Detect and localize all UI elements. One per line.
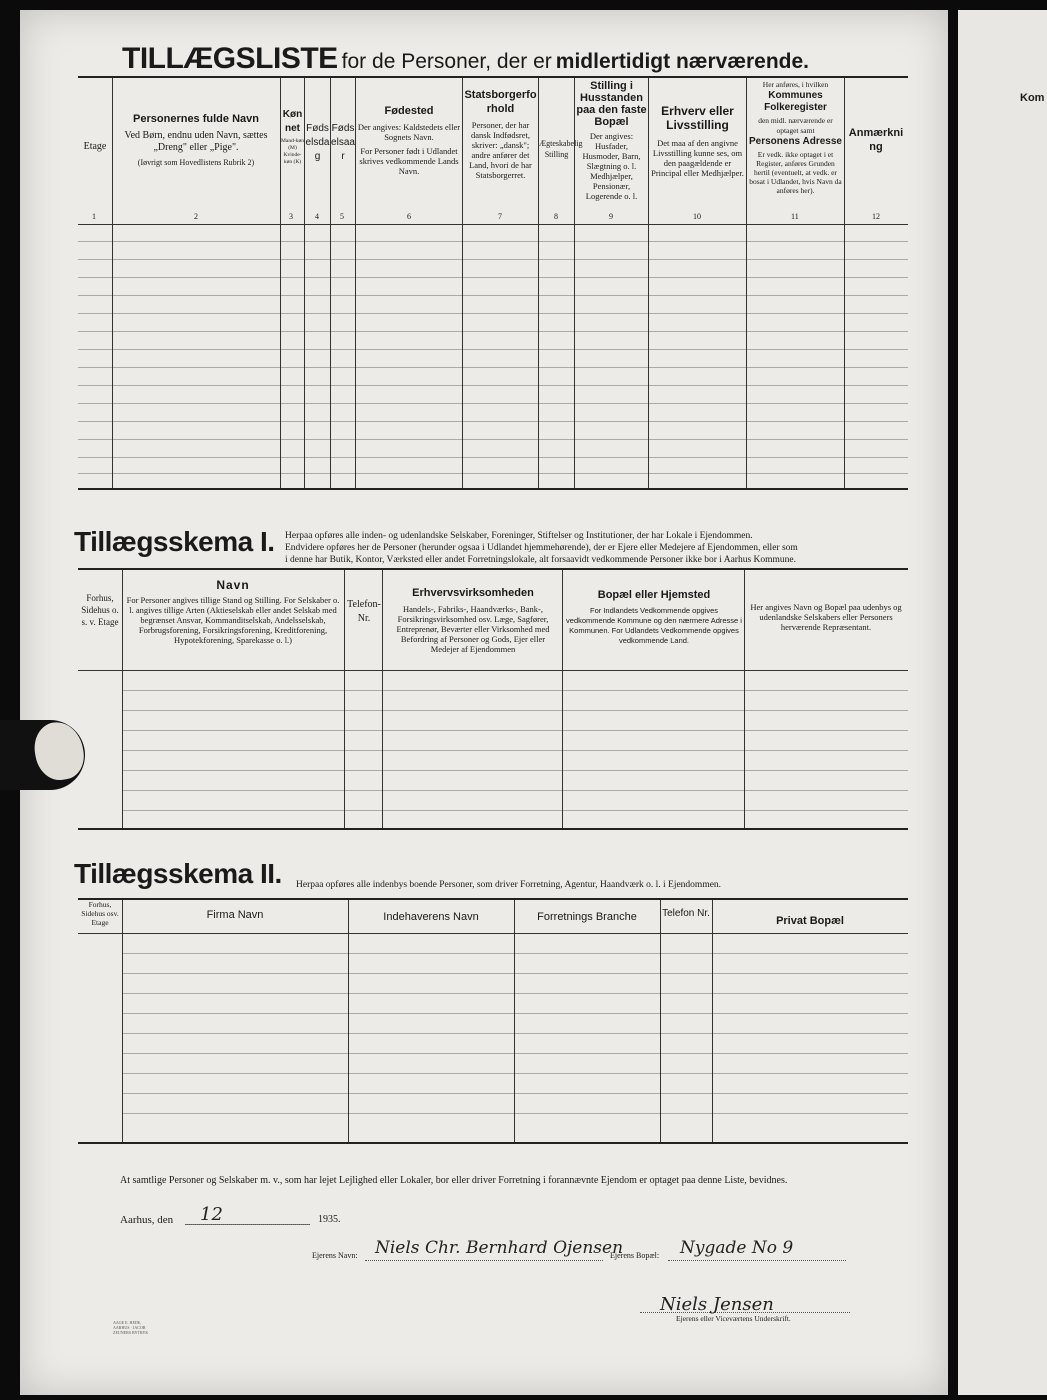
s1-col-bopael: Bopæl eller Hjemsted For Indlandets Vedkommende opgives vedkommende Kommune og den nærmere Adresse i Kommunen. For Udlandets Vedkommende opgives vedkommende Land. [566, 589, 742, 645]
colno-3: 3 [289, 212, 293, 221]
s1-col-navn: Navn For Personer angives tillige Stand og Stilling. For Selskaber o. l. angives tillige Arten (Aktieselskab eller andet Selskab med begrænset Ansvar, Kommanditselskab, Andelsselskab, Forbrugsforening, Forsikringsforening, Kreditforening, Hypotekforening, Sparekasse o. l.) [126, 578, 340, 645]
s2-col-bopael: Privat Bopæl [776, 915, 844, 927]
signature-label: Ejerens eller Viceværtens Underskrift. [676, 1314, 791, 1323]
colno-4: 4 [315, 212, 319, 221]
colno-7: 7 [498, 212, 502, 221]
skema-2-title: Tillægsskema II. [74, 858, 282, 889]
col-navn: Personernes fulde Navn Ved Børn, endnu uden Navn, sættes „Dreng" eller „Pige". (Iøvrigt som Hovedlistens Rubrik 2) [124, 113, 268, 167]
col-erhverv: Erhverv eller Livsstilling Det maa af den angivne Livsstilling kunne ses, om den paagældende er Principal eller Medhjælper. [651, 104, 744, 178]
col-fodselsdag: Fødselsdag [305, 123, 330, 162]
col-folkeregister: Her anføres, i hvilken Kommunes Folkeregister den midl. nærværende er optaget samt Personens Adresse Er vedk. ikke optaget i et Register, anføres Grunden hertil (eventuelt, at vedk. er bosat i Udlandet, hvis Navn da anføres her). [748, 80, 842, 195]
s2-col-branche: Forretnings Branche [537, 911, 637, 923]
colno-9: 9 [609, 212, 613, 221]
colno-2: 2 [194, 212, 198, 221]
adjacent-page-text: Kom [1020, 92, 1045, 104]
adjacent-page [958, 10, 1047, 1395]
title-bold: TILLÆGSLISTE [122, 42, 338, 75]
title-bold2: midlertidigt nærværende. [555, 50, 810, 73]
bopael-value: Nygade No 9 [680, 1238, 794, 1258]
s2-col-etage: Forhus, Sidehus osv. Etage [81, 900, 119, 927]
colno-11: 11 [791, 212, 799, 221]
city-label: Aarhus, den [120, 1214, 174, 1226]
skema-1-title: Tillægsskema I. [74, 526, 275, 557]
attestation-text: At samtlige Personer og Selskaber m. v., som har lejet Lejlighed eller Lokaler, bor eller driver Forretning i forannævnte Ejendom er optaget paa denne Liste, bevidnes. [120, 1175, 788, 1186]
colno-8: 8 [554, 212, 558, 221]
printer-mark: AAGE E. HEDE, AARHUS · JACOB ZEUNERS BYTRYK [113, 1320, 149, 1335]
skema-1-desc: Herpaa opføres alle inden- og udenlandske Selskaber, Foreninger, Stiftelser og Institutioner, der har Lokale i Ejendommen. Endvidere opføres her de Personer (herunder ogsaa i Udlandet hjemmehørende), der er Ejere eller Medejere af Ejendommen, eller som i denne har Butik, Kontor, Værksted eller andet Forretningslokale, alt forsaavidt vedkommende Personer ikke bor i Aarhus Kommune. [285, 531, 798, 565]
col-etage: Etage [83, 141, 107, 152]
colno-12: 12 [872, 212, 880, 221]
col-anmaerkning: Anmærkning [848, 127, 904, 153]
colno-1: 1 [92, 212, 96, 221]
bopael-label: Ejerens Bopæl: [610, 1251, 660, 1260]
col-fodested: Fødested Der angives: Kaldstedets eller Sognets Navn. For Personer født i Udlandet skrives vedkommende Lands Navn. [357, 105, 461, 176]
colno-6: 6 [407, 212, 411, 221]
colno-10: 10 [693, 212, 701, 221]
col-konnet: Kønnet Mand-køn (M) Kvinde-køn (K) [281, 109, 304, 165]
date-day: 12 [200, 1204, 223, 1225]
col-statsborger: Statsborgerforhold Personer, der har dansk Indfødsret, skriver: „dansk"; andre anfører det Land, hvori de har Statsborgerret. [464, 89, 537, 180]
main-title [122, 42, 809, 76]
owner-name: Niels Chr. Bernhard Ojensen [375, 1238, 624, 1258]
colno-5: 5 [340, 212, 344, 221]
title-mid: for de Personer, der er [341, 50, 552, 73]
signature: Niels Jensen [660, 1294, 774, 1315]
s1-col-etage: Forhus, Sidehus o. s. v. Etage [81, 593, 119, 627]
col-aegteskab: Ægteskabelig Stilling [539, 139, 583, 159]
s1-col-repraesentant: Her angives Navn og Bopæl paa udenbys og udenlandske Selskabers eller Personers herværende Repræsentant. [750, 602, 902, 632]
s2-col-indehaver: Indehaverens Navn [383, 911, 479, 923]
form-page [20, 10, 948, 1395]
owner-label: Ejerens Navn: [312, 1251, 358, 1260]
s1-col-erhverv: Erhvervsvirksomheden Handels-, Fabriks-, Haandværks-, Bank-, Forsikringsvirksomhed osv. Læge, Sagfører, Entreprenør, Beværter eller Virksomhed med Befordring af Personer og Gods, Ejer eller Medejer af Ejendommen [396, 587, 550, 654]
col-fodselsaar: Fødselsaar [331, 123, 355, 162]
skema-2-desc: Herpaa opføres alle indenbys boende Personer, som driver Forretning, Agentur, Haandværk o. l. i Ejendommen. [296, 880, 722, 890]
date-year: 1935. [318, 1214, 341, 1225]
s2-col-firma: Firma Navn [206, 909, 264, 921]
col-stilling: Stilling i Husstanden paa den faste Bopæl Der angives: Husfader, Husmoder, Barn, Slægtning o. l. Medhjælper, Pensionær, Logerende o. l. [576, 80, 647, 201]
s2-col-telefon: Telefon Nr. [662, 908, 710, 919]
s1-col-telefon: Telefon-Nr. [347, 599, 381, 624]
